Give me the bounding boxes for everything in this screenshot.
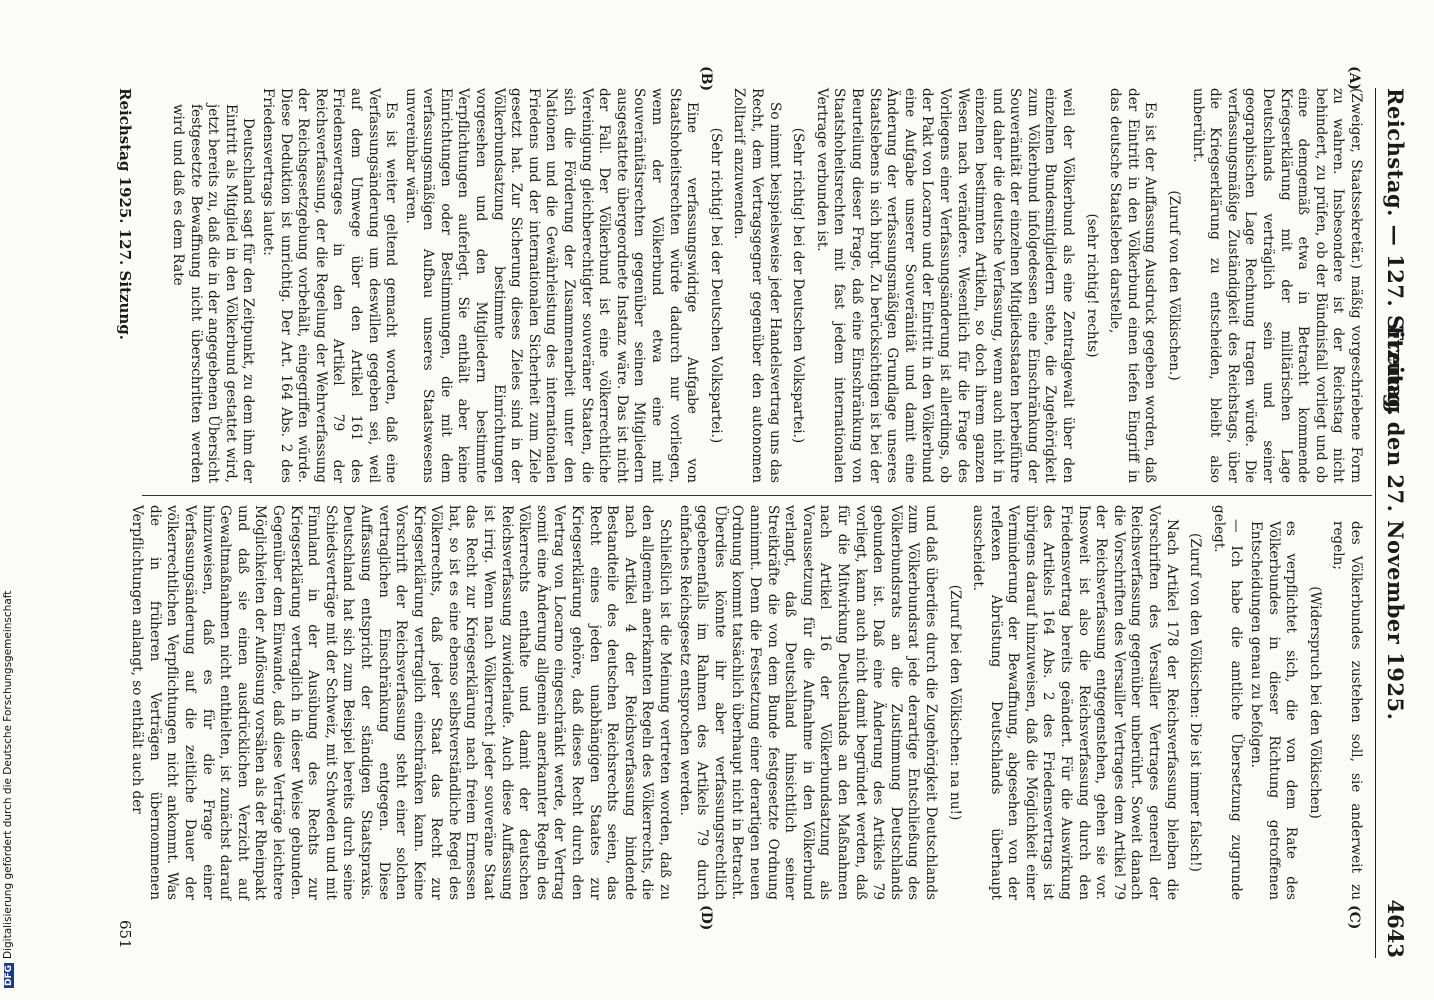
paragraph: Nach Artikel 178 der Reichsverfassung bleiben die Vorschriften des Versailler Vertrages generell der Reichsverfassung gegenüber unberührt. Soweit danach die Vorschriften des Versailler Vertrages dem Artikel 79 der Reichsverfassung entgegenstehen, gehen sie vor. Insoweit ist also die Reichsverfassung durch den Friedensvertrag bereits geändert. Für die Auswirkung des Artikels 164 Abs. 2 des Friedensvertrags ist übrigens darauf hinzuweisen, daß die Möglichkeit einer Verminderung der Bewaffnung, abgesehen von der reflexen Abrüstung Deutschlands überhaupt ausscheidet. [970, 505, 1180, 900]
header-date: Freitag den 27. November 1925. [1383, 325, 1408, 721]
paragraph: Eine verfassungswidrige Aufgabe von Staatshoheitsrechten würde dadurch nur vorliegen, wenn der Völkerbund etwa eine mit Souveränitätsrechten gegenüber seinen Mitgliedern ausgestattete übergeordnete Instanz wäre. Das ist nicht der Fall. Der Völkerbund ist eine völkerrechtliche Vereinigung gleichberechtigter souveräner Staaten, die sich die Förderung der Zusammenarbeit unter den Nationen und die Gewährleistung des internationalen Friedens und der internationalen Sicherheit zum Ziele gesetzt hat. Zur Sicherung dieses Zieles sind in der Völkerbundsatzung bestimmte Einrichtungen vorgesehen und den Mitgliedern bestimmte Verpflichtungen auferlegt. Sie enthält aber keine Einrichtungen oder Bestimmungen, die mit dem verfassungsmäßigen Aufbau unseres Staatswesens unvereinbar wären. [402, 88, 701, 483]
paragraph: So nimmt beispielsweise jeder Handelsvertrag uns das Recht, dem Vertragsgegner gegenüber den autonomen Zolltarif anzuwenden. [731, 88, 783, 483]
interjection: (Zuruf von den Völkischen: Die ist immer falsch!) [1187, 533, 1204, 872]
interjection: (sehr richtig! rechts) [1083, 213, 1100, 358]
header-page-number: 4643 [1383, 899, 1408, 958]
quotation: Deutschland sagt für den Zeitpunkt, zu dem ihm der Eintritt als Mitglied in den Völkerbund gestattet wird, jetzt bereits zu, daß die in der angegebenen Übersicht festgesetzte Bewaffnung nicht überschritten werden wird und daß es dem Rate [170, 104, 257, 483]
paragraph: und daß überdies durch die Zugehörigkeit Deutschlands zum Völkerbundsrat jede derartige Entschließung des Völkerbundsrats an die Zustimmung Deutschlands gebunden ist. Daß eine Änderung des Artikels 79 vorliegt, kann auch nicht damit begründet werden, daß für die Mitwirkung Deutschlands an den Maßnahmen nach Artikel 16 der Völkerbundsatzung als Voraussetzung für die Aufnahme in den Völkerbund verlangt, daß Deutschland hinsichtlich seiner Streitkräfte die von dem Bunde festgesetzte Ordnung annimmt. Denn die Festsetzung einer derartigen neuen Ordnung kommt tatsächlich überhaupt nicht in Betracht. Überdies könnte ihr aber verfassungsrechtlich gegebenenfalls im Rahmen des Artikels 79 durch einfaches Reichsgesetz entsprochen werden. [676, 505, 939, 900]
interjection: (Widerspruch bei den Völkischen) [1306, 586, 1323, 819]
quotation: es verpflichtet sich, die von dem Rate des Völkerbundes in dieser Richtung getroffenen Entscheidungen genau zu befolgen. [1248, 521, 1300, 900]
left-column [166, 88, 1364, 483]
interjection: (Sehr richtig! bei der Deutschen Volkspartei.) [707, 127, 724, 444]
interjection: (Zuruf bei den Völkischen: na nu!) [946, 584, 963, 821]
footer-left: Reichstag 1925. 127. Sitzung. [116, 88, 134, 340]
running-header [1375, 88, 1416, 958]
column-divider [142, 495, 1372, 496]
footer-page-number: 651 [116, 920, 134, 949]
header-left: Reichstag. — 127. Sitzung. [1383, 88, 1408, 417]
funding-sidebar [0, 0, 18, 1000]
paragraph: (Zweiger, Staatssekretär.) mäßig vorgeschriebene Form zu wahren. Insbesondere ist der Reichstag nicht behindert, zu prüfen, ob der Bündnisfall vorliegt und ob eine demgemäß etwa in Betracht kommende Kriegserklärung mit der militärischen Lage Deutschlands verträglich sein und seiner geographischen Lage Rechnung tragen würde. Die verfassungsmäßige Zuständigkeit des Reichstags, über die Kriegserklärung zu entscheiden, bleibt also unberührt. [1189, 88, 1364, 483]
interjection: (Sehr richtig! bei der Deutschen Volkspartei.) [790, 127, 807, 444]
dfg-logo: DFG [4, 964, 14, 986]
margin-mark-c: (C) [1346, 905, 1362, 930]
right-column [126, 505, 1364, 900]
paragraph: Es ist weiter geltend gemacht worden, daß eine Verfassungsänderung um deswillen gegeben sei, weil auf dem Umwege über den Artikel 161 des Friedensvertrages in den Artikel 79 der Reichsverfassung, der die Regelung der Wehrverfassung der Reichsgesetzgebung vorbehält, eingegriffen würde. Diese Deduktion ist unrichtig. Der Art. 164 Abs. 2 des Friedensvertrags lautet: [259, 88, 400, 483]
paragraph: Schließlich ist die Meinung vertreten worden, daß zu den allgemein anerkannten Regeln des Völkerrechts, die nach Artikel 4 der Reichsverfassung bindende Bestandteile des deutschen Reichsrechts seien, das Recht eines jeden unabhängigen Staates zur Kriegserklärung gehöre, daß dieses Recht durch den Vertrag von Locarno eingeschränkt werde, der Vertrag somit eine Änderung allgemein anerkannter Regeln des Völkerrechts enthalte und damit der deutschen Reichsverfassung zuwiderlaufe. Auch diese Auffassung ist irrig. Wenn nach Völkerrecht jeder souveräne Staat das Recht zur Kriegserklärung nach freiem Ermessen hat, so ist es eine ebenso selbstverständliche Regel des Völkerrechts, daß jeder Staat das Recht zur Kriegserklärung vertraglich einschränken kann. Keine Vorschrift der Reichsverfassung steht einer solchen vertraglichen Einschränkung entgegen. Diese Auffassung entspricht der ständigen Staatspraxis. Deutschland hat sich zum Beispiel bereits durch seine Schiedsverträge mit der Schweiz, mit Schweden und mit Finnland in der Ausübung des Rechts zur Kriegserklärung vertraglich in dieser Weise gebunden. Gegenüber dem Einwande, daß diese Verträge leichtere Möglichkeiten der Auflösung vorsähen als der Rheinpakt und daß sie einen ausdrücklichen Verzicht auf Gewaltmaßnahmen nicht enthielten, ist zunächst darauf hinzuweisen, daß es für die Frage einer Verfassungsänderung auf die zeitliche Dauer der völkerrechtlichen Verpflichtungen nicht ankommt. Was die in früheren Verträgen übernommenen Verpflichtungen anlangt, so enthält auch der [129, 505, 674, 900]
margin-mark-b: (B) [698, 66, 714, 92]
paragraph: — Ich habe die amtliche Übersetzung zugrunde gelegt. [1210, 505, 1245, 900]
paragraph: weil der Völkerbund als eine Zentralgewalt über den einzelnen Bundesmitgliedern stehe, die Zugehörigkeit zum Völkerbund infolgedessen eine Einschränkung der Souveränität der einzelnen Mitgliedsstaaten herbeiführe und daher die deutsche Verfassung, wenn auch nicht in einzelnen bestimmten Artikeln, so doch ihrem ganzen Wesen nach verändere. Wesentlich für die Frage des Vorliegens einer Verfassungsänderung ist allerdings, ob der Pakt von Locarno und der Eintritt in den Völkerbund eine Aufgabe unserer Souveränität und damit eine Änderung der verfassungsmäßigen Grundlage unseres Staatslebens in sich birgt. Zu berücksichtigen ist bei der Beurteilung dieser Frage, daß eine Einschränkung von Staatshoheitsrechten mit fast jedem internationalen Vertrage verbunden ist. [813, 88, 1077, 483]
interjection: (Zuruf von den Völkischen.) [1166, 190, 1183, 381]
paragraph: Es ist der Auffassung Ausdruck gegeben worden, daß der Eintritt in den Völkerbund einen tiefen Eingriff in das deutsche Staatsleben darstelle, [1107, 88, 1159, 483]
quotation: des Völkerbundes zustehen soll, sie anderweit zu regeln; [1330, 521, 1364, 900]
margin-mark-a: (A) [1346, 66, 1362, 91]
margin-mark-d: (D) [698, 905, 714, 931]
funding-note: Digitalisierung gefördert durch die Deutsche Forschungsgemeinschaft [2, 590, 14, 959]
